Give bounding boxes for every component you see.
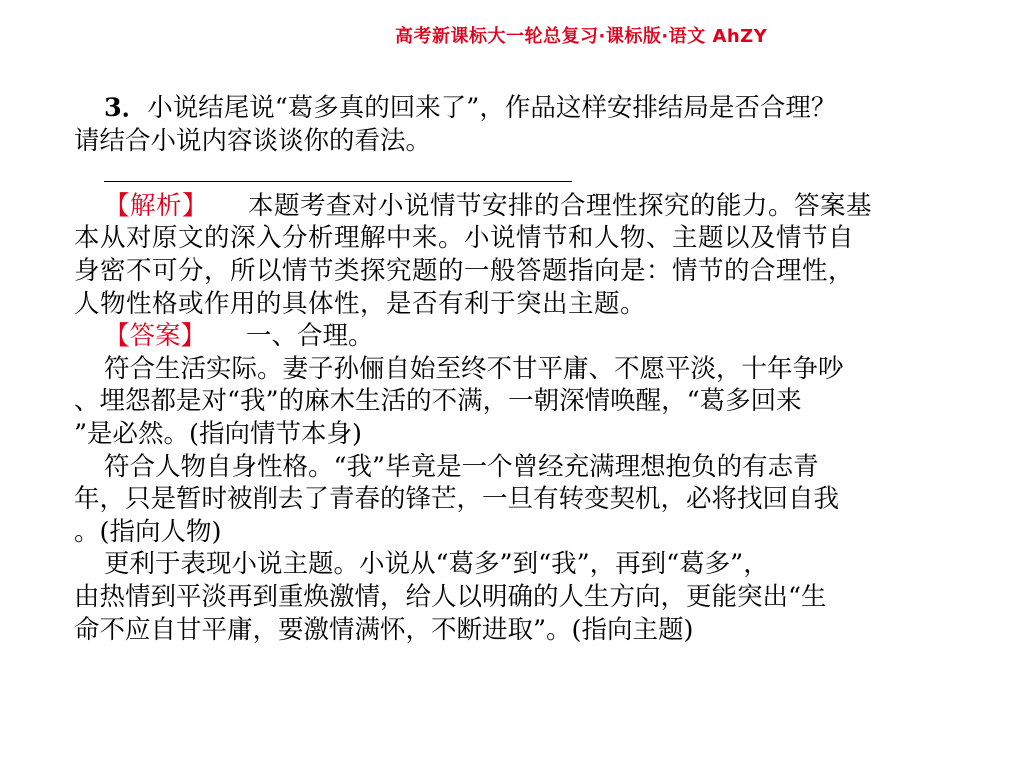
- answer-paragraph-1: [74, 353, 942, 451]
- answer-paragraph-line: 由热情到平淡再到重焕激情，给人以明确的人生方向，更能突出“生: [74, 581, 827, 612]
- slide-content: [74, 92, 942, 646]
- answer-blank-rule: [104, 181, 572, 182]
- answer-blank: [74, 157, 942, 190]
- answer-first: 一、合理。: [246, 321, 374, 352]
- answer-paragraph-line: 命不应自甘平庸，要激情满怀，不断进取”。(指向主题): [74, 614, 694, 645]
- answer-paragraph-line: 年，只是暂时被削去了青春的锋芒，一旦有转变契机，必将找回自我: [74, 484, 840, 515]
- answer-paragraph-line: 更利于表现小说主题。小说从“葛多”到“我”，再到“葛多”，: [104, 549, 769, 580]
- answer-paragraph-line: ”是必然。(指向情节本身): [74, 418, 362, 449]
- answer-section: [74, 320, 942, 646]
- analysis-text: 本题考查对小说情节安排的合理性探究的能力。答案基: [248, 190, 873, 221]
- answer-paragraph-line: 。(指向人物): [74, 516, 222, 547]
- answer-paragraph-2: [74, 451, 942, 549]
- question-line-2: 请结合小说内容谈谈你的看法。: [74, 125, 432, 156]
- answer-paragraph-line: 、埋怨都是对“我”的麻木生活的不满，一朝深情唤醒，“葛多回来: [74, 386, 802, 417]
- answer-paragraph-line: 符合人物自身性格。“我”毕竟是一个曾经充满理想抱负的有志青: [104, 451, 819, 482]
- analysis-line-4: 人物性格或作用的具体性，是否有利于突出主题。: [74, 288, 647, 319]
- slide-header-title: 高考新课标大一轮总复习·课标版·语文 AhZY: [395, 26, 768, 47]
- question-line-1: [74, 92, 942, 125]
- analysis-line-2: 本从对原文的深入分析理解中来。小说情节和人物、主题以及情节自: [74, 223, 855, 254]
- answer-tag: 【答案】: [104, 321, 207, 352]
- answer-line-1: [74, 320, 942, 353]
- analysis-section: [74, 190, 942, 320]
- analysis-line-1: [74, 190, 942, 223]
- analysis-tag: 【解析】: [104, 190, 209, 221]
- answer-paragraph-3: [74, 548, 942, 646]
- question-number: 3．: [104, 93, 148, 123]
- question-text: 小说结尾说“葛多真的回来了”，作品这样安排结局是否合理？: [147, 93, 837, 123]
- analysis-line-3: 身密不可分，所以情节类探究题的一般答题指向是：情节的合理性，: [74, 255, 855, 286]
- answer-paragraph-line: 符合生活实际。妻子孙俪自始至终不甘平庸、不愿平淡，十年争吵: [104, 353, 844, 384]
